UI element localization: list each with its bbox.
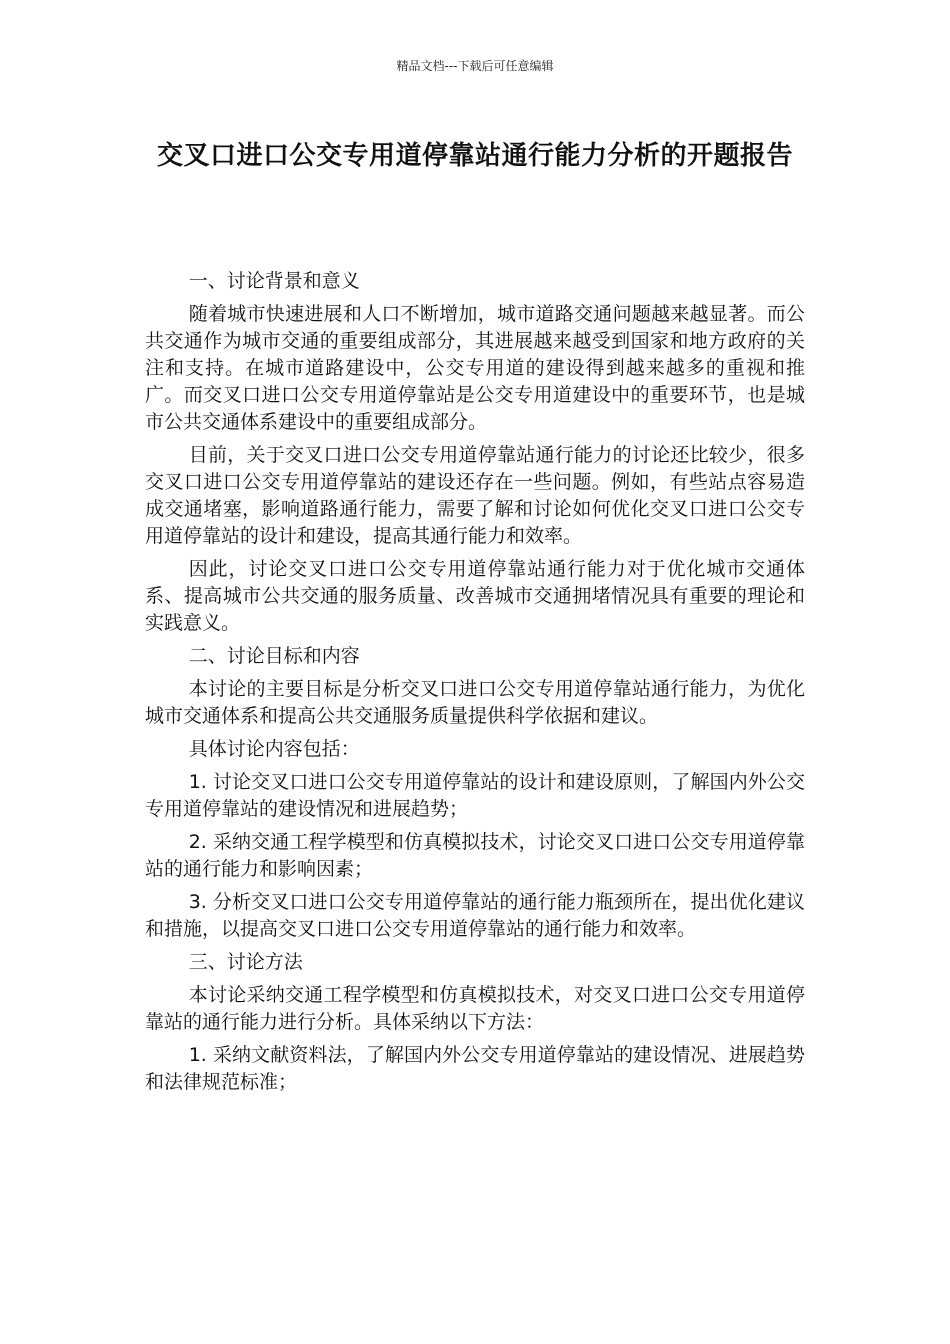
paragraph: 因此，讨论交叉口进口公交专用道停靠站通行能力对于优化城市交通体系、提高城市公共交通的服务质量、改善城市交通拥堵情况具有重要的理论和实践意义。	[145, 558, 805, 634]
section-heading: 一、讨论背景和意义	[188, 270, 360, 292]
list-item: 1. 讨论交叉口进口公交专用道停靠站的设计和建设原则，了解国内外公交专用道停靠站的建设情况和进展趋势；	[145, 771, 805, 820]
document-body	[145, 268, 805, 1102]
section-heading: 二、讨论目标和内容	[188, 645, 360, 667]
paragraph: 本讨论采纳交通工程学模型和仿真模拟技术，对交叉口进口公交专用道停靠站的通行能力进行分析。具体采纳以下方法：	[145, 984, 805, 1033]
paragraph: 随着城市快速进展和人口不断增加，城市道路交通问题越来越显著。而公共交通作为城市交通的重要组成部分，其进展越来越受到国家和地方政府的关注和支持。在城市道路建设中，公交专用道的建设得到越来越多的重视和推广。而交叉口进口公交专用道停靠站是公交专用道建设中的重要环节，也是城市公共交通体系建设中的重要组成部分。	[145, 303, 805, 433]
page-header: 精品文档---下载后可任意编辑	[396, 59, 554, 73]
list-item: 3. 分析交叉口进口公交专用道停靠站的通行能力瓶颈所在，提出优化建议和措施，以提高交叉口进口公交专用道停靠站的通行能力和效率。	[145, 891, 805, 940]
paragraph: 具体讨论内容包括：	[188, 738, 360, 760]
list-item: 1. 采纳文献资料法，了解国内外公交专用道停靠站的建设情况、进展趋势和法律规范标准；	[145, 1044, 805, 1093]
list-item: 2. 采纳交通工程学模型和仿真模拟技术，讨论交叉口进口公交专用道停靠站的通行能力和影响因素；	[145, 831, 805, 880]
paragraph: 目前，关于交叉口进口公交专用道停靠站通行能力的讨论还比较少，很多交叉口进口公交专用道停靠站的建设还存在一些问题。例如，有些站点容易造成交通堵塞，影响道路通行能力，需要了解和讨论如何优化交叉口进口公交专用道停靠站的设计和建设，提高其通行能力和效率。	[145, 444, 805, 547]
document-title: 交叉口进口公交专用道停靠站通行能力分析的开题报告	[156, 141, 793, 171]
section-heading: 三、讨论方法	[188, 951, 303, 973]
paragraph: 本讨论的主要目标是分析交叉口进口公交专用道停靠站通行能力，为优化城市交通体系和提高公共交通服务质量提供科学依据和建议。	[145, 678, 805, 727]
